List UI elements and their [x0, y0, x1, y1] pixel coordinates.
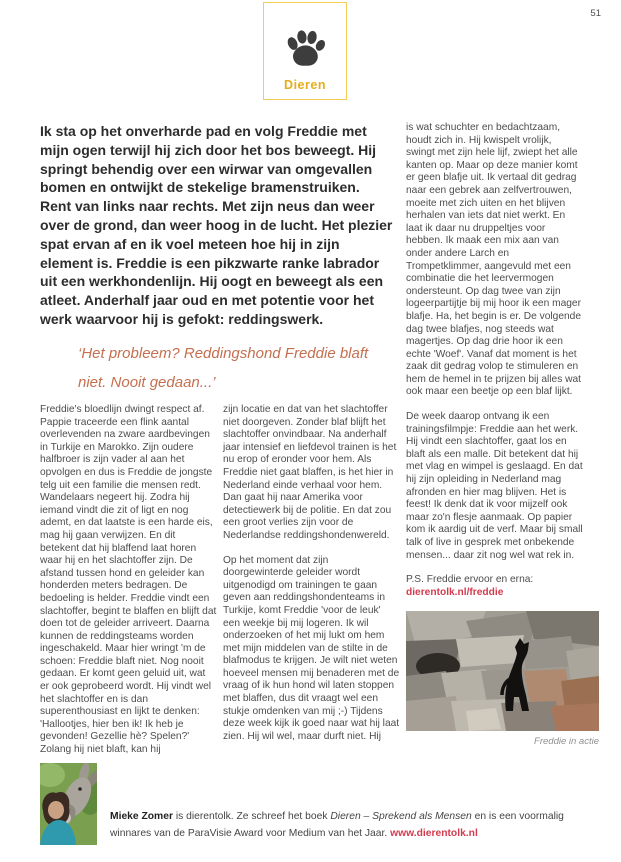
freddie-page-link[interactable]: dierentolk.nl/freddie [406, 586, 504, 598]
category-badge [263, 2, 347, 100]
book-title: Dieren – Sprekend als Mensen [330, 811, 472, 822]
bio-text: is dierentolk. Ze schreef het boek [172, 811, 331, 822]
pull-quote: ‘Het probleem? Reddingshond Freddie blaft niet. Nooit gedaan...’ [78, 345, 369, 391]
freddie-photo [406, 611, 599, 731]
author-with-donkey-photo [40, 763, 97, 845]
ps-text: P.S. Freddie ervoor en erna: [406, 574, 534, 586]
body-paragraph: Freddie's bloedlijn dwingt respect af. Pappie traceerde een flink aantal overlevenden na zware aardbevingen in Turkije en Marokko. Zijn oudere halfbroer is zijn vader al aan het opvolgen en dus is Freddie de jongste telg uit een familie die mensen redt. Wandelaars negeert hij. Zodra hij iemand vindt die zit of ligt en nog ademt, en dat laatste is een harde eis, mag hij gaan verwijzen. En dit betekent dat hij blaffend laat horen waar hij en het slachtoffer zijn. De afstand tussen hond en geleider kan honderden meters bedragen. De bedoeling is helder. Freddie vindt een slachtoffer, begint te blaffen en blijft dat doen tot de geleider arriveert. Daarna kunnen de reddingsteams worden ingeschakeld. Maar hier wringt 'm de schoen: Freddie blaft niet. Nog nooit gedaan. Er komt geen geluid uit, wat er ook geprobeerd wordt. Hij vindt wel het slachtoffer en is dan superenthousiast en lijkt te denken: 'Hallootjes, hier ben ik! Ik heb je gevonden! Gezellie hè? Spelen?' Zolang hij niet blaft, kan hij [40, 404, 217, 756]
dog-on-rubble-photo [406, 611, 599, 731]
website-link[interactable]: www.dierentolk.nl [390, 828, 478, 839]
author-name: Mieke Zomer [110, 811, 173, 822]
column-2 [223, 404, 400, 743]
body-paragraph: is wat schuchter en bedachtzaam, houdt zich in. Hij kwispelt vrolijk, swingt met zijn hele lijf, zwiept het alle kanten op. Maar op deze manier komt er geen blafje uit. Ik vertaal dit gedrag naar een gebrek aan zelfvertrouwen, moeite met zich uiten en het blijven herhalen van iets dat niet werkt. En laat ik daar nu druppeltjes voor hebben. Ik maak een mix aan van onder andere Larch en Trompetklimmer, aangevuld met een combinatie die het leervermogen ondersteunt. Op dag twee van zijn logeerpartijtje bij mij hoor ik een mager blafje. Ha, het begin is er. De volgende dag twee blafjes, nog steeds wat magertjes. Op dag drie hoor ik een echte 'Woef'. Vanaf dat moment is het zaak dit gedrag volop te stimuleren en hem de hemel in te prijzen bij alles wat ook maar een beetje op een blaf lijkt. [406, 122, 581, 398]
body-paragraph: zijn locatie en dat van het slachtoffer niet doorgeven. Zonder blaf blijft het slachtoffer onvindbaar. Na anderhalf jaar intensief en liefdevol trainen is het nu erop of eronder voor hem. Als Freddie niet gaat blaffen, is het hier in Nederland einde verhaal voor hem. Dan gaat hij naar Amerika voor detectiewerk bij de politie. En dat zou een groot verlies zijn voor de Nederlandse reddingshondenwereld. [223, 404, 397, 541]
article-intro: Ik sta op het onverharde pad en volg Freddie met mijn ogen terwijl hij zich door het bos beweegt. Hij springt behendig over een wirwar van omgevallen bomen en ontwijkt de stekelige bramenstruiken. Rent van links naar rechts. Met zijn neus dan weer over de grond, dan weer hoog in de lucht. Het plezier spat ervan af en ik voel meteen hoe hij in zijn element is. Freddie is een pikzwarte ranke labrador uit een werkhondenlijn. Hij oogt en beweegt als een atleet. Anderhalf jaar oud en met potentie voor het werk waarvoor hij is gefokt: reddingswerk. [40, 123, 393, 327]
column-3 [406, 122, 599, 749]
photo-caption: Freddie in actie [534, 736, 599, 748]
category-label: Dieren [284, 78, 326, 92]
bio-text: en is een voormalig winnares van de ParaVisie Award voor Medium van het Jaar. [110, 811, 564, 839]
paw-icon [282, 26, 328, 70]
body-paragraph: Op het moment dat zijn doorgewinterde geleider wordt uitgenodigd om trainingen te gaan geven aan reddingshondenteams in Turkije, komt Freddie 'voor de leuk' een weekje bij mij logeren. Ik wil onderzoeken of het mij lukt om hem met mijn middelen van de stilte in de blafmodus te krijgen. Je wilt niet weten hoeveel mensen mij benaderen met de vraag of ik hun hond wil laten stoppen met blaffen, dus dit vraagt wel een stukje omdenken van mij ;-) Tijdens deze week kijk ik goed naar wat hij laat zien. Hij wil wel, maar durft niet. Hij [223, 554, 400, 742]
page-number: 51 [590, 8, 601, 19]
author-bio [110, 808, 570, 842]
column-1 [40, 404, 217, 757]
author-photo [40, 763, 97, 845]
body-paragraph: De week daarop ontvang ik een trainingsfilmpje: Freddie aan het werk. Hij vindt een slachtoffer, gaat los en blaft als een malle. Dit betekent dat hij met vlag en wimpel is geslaagd. En dat hij zijn opleiding in Nederland mag afronden en hier mag blijven. Het is feest! Ik denk dat ik voor mijzelf ook maar zo'n flesje aanmaak. Op papier kom ik aardig uit de verf. Maar bij small talk of live in gesprek met onbekende mensen... daar zit nog wel wat rek in. [406, 411, 583, 561]
ps-note [406, 574, 583, 599]
